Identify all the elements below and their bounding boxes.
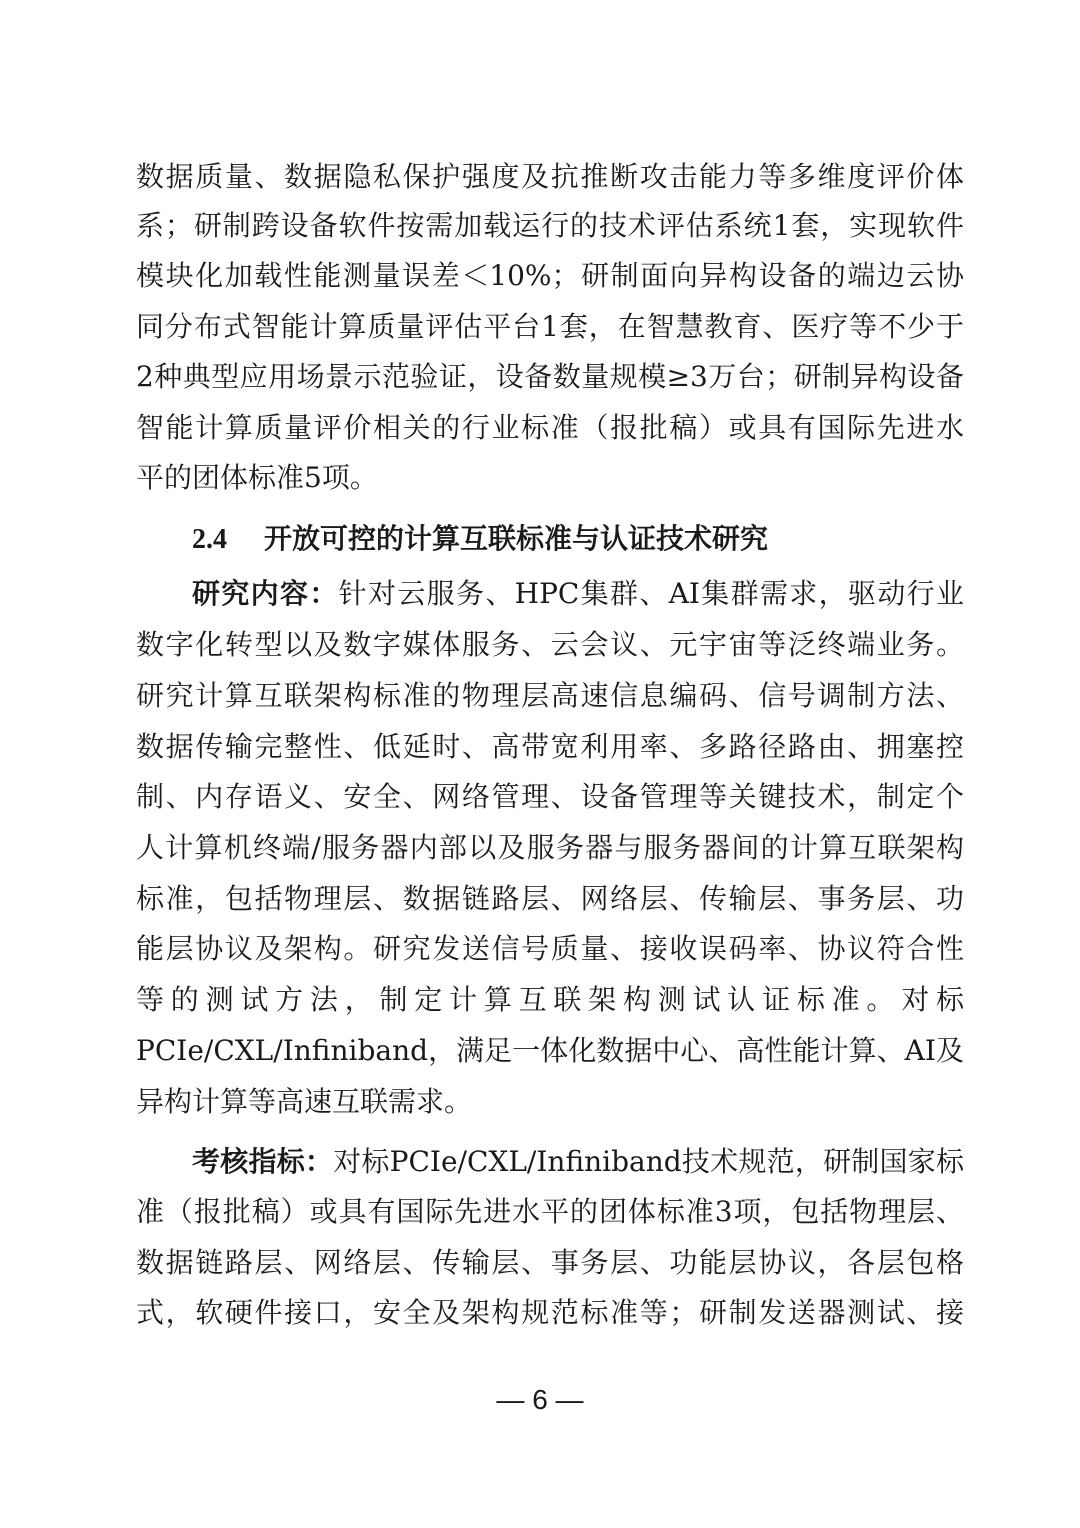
text-line: 人计算机终端/服务器内部以及服务器与服务器间的计算互联架构 xyxy=(136,831,964,864)
section-number: 2.4 xyxy=(192,524,227,555)
text-line xyxy=(192,1142,964,1182)
research-first-line: 针对云服务、HPC集群、AI集群需求，驱动行业 xyxy=(338,577,964,610)
text-line: PCIe/CXL/Infiniband，满足一体化数据中心、高性能计算、AI及 xyxy=(136,1034,964,1067)
text-line: 数据质量、数据隐私保护强度及抗推断攻击能力等多维度评价体 xyxy=(136,160,964,193)
text-line: 智能计算质量评价相关的行业标准（报批稿）或具有国际先进水 xyxy=(136,411,964,444)
section-title: 开放可控的计算互联标准与认证技术研究 xyxy=(264,522,769,555)
text-line: 数据链路层、网络层、传输层、事务层、功能层协议，各层包格 xyxy=(136,1246,964,1279)
page-number: — 6 — xyxy=(496,1384,584,1415)
text-line: 式，软硬件接口，安全及架构规范标准等；研制发送器测试、接 xyxy=(136,1296,964,1329)
text-line: 数据传输完整性、低延时、高带宽利用率、多路径路由、拥塞控 xyxy=(136,730,964,763)
text-line: 模块化加载性能测量误差＜10%；研制面向异构设备的端边云协 xyxy=(136,259,964,292)
text-line: 能层协议及架构。研究发送信号质量、接收误码率、协议符合性 xyxy=(136,932,964,965)
text-line: 系；研制跨设备软件按需加载运行的技术评估系统1套，实现软件 xyxy=(136,209,964,242)
text-line: 平的团体标准5项。 xyxy=(136,461,378,494)
section-heading xyxy=(192,519,768,559)
assessment-label: 考核指标： xyxy=(192,1145,334,1178)
text-line: 异构计算等高速互联需求。 xyxy=(136,1085,473,1118)
text-line: 2种典型应用场景示范验证，设备数量规模≥3万台；研制异构设备 xyxy=(136,360,964,393)
text-line: 研究计算互联架构标准的物理层高速信息编码、信号调制方法、 xyxy=(136,679,964,712)
assessment-first-line: 对标PCIe/CXL/Infiniband技术规范，研制国家标 xyxy=(333,1145,964,1178)
text-line: 制、内存语义、安全、网络管理、设备管理等关键技术，制定个 xyxy=(136,780,964,813)
text-line: 数字化转型以及数字媒体服务、云会议、元宇宙等泛终端业务。 xyxy=(136,628,964,661)
text-line: 等的测试方法，制定计算互联架构测试认证标准。对标 xyxy=(136,983,964,1016)
text-line: 同分布式智能计算质量评估平台1套，在智慧教育、医疗等不少于 xyxy=(136,310,964,343)
text-line: 准（报批稿）或具有国际先进水平的团体标准3项，包括物理层、 xyxy=(136,1195,964,1228)
research-label: 研究内容： xyxy=(192,577,339,610)
text-line xyxy=(192,574,964,614)
text-line: 标准，包括物理层、数据链路层、网络层、传输层、事务层、功 xyxy=(136,882,964,915)
